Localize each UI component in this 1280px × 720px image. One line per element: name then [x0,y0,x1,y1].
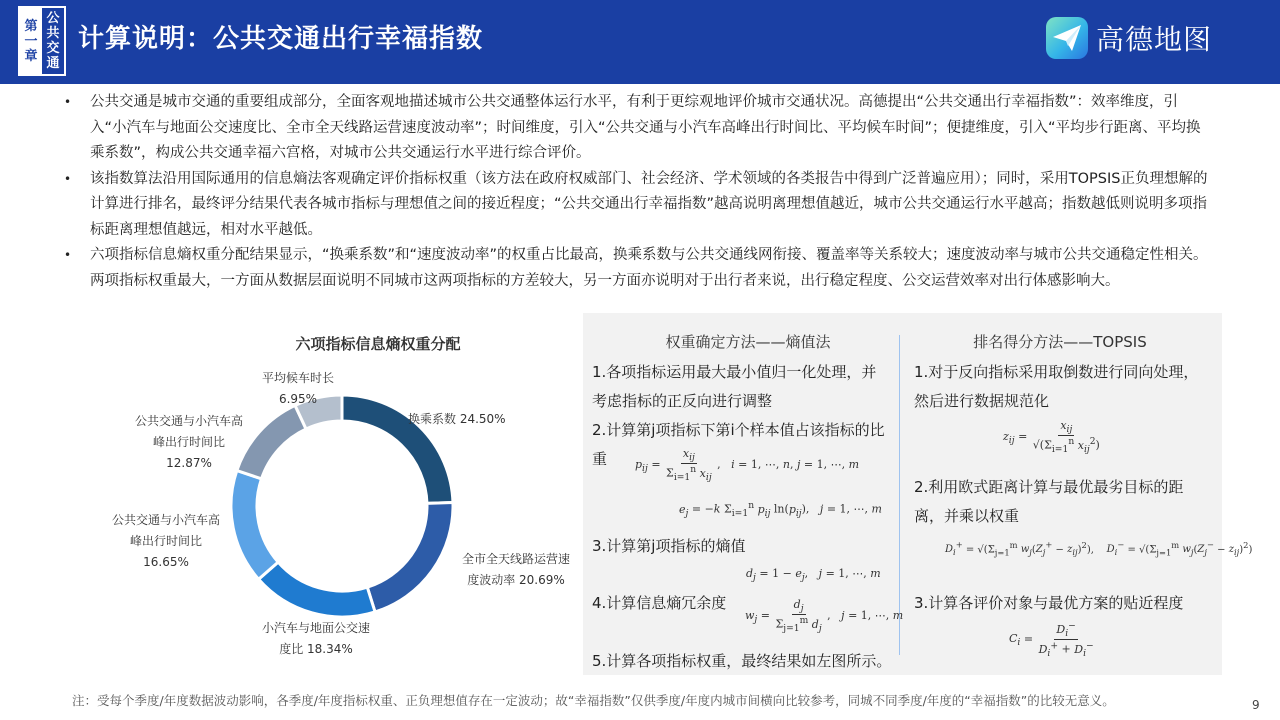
donut-slice-4 [237,405,306,478]
left-step: 5.计算各项指标权重，最终结果如左图所示。 [592,652,892,670]
methods-panel [583,313,1253,675]
header-bar [0,0,1280,84]
bullet-dot-icon: • [64,171,72,186]
donut-label-3 [112,510,220,573]
bullet-list [62,90,1212,294]
donut-label-line: 16.65% [143,555,189,569]
chapter-number: 第 一 章 [20,8,42,74]
right-column-title: 排名得分方法——TOPSIS [973,333,1147,351]
donut-label-line: 峰出行时间比 [130,534,203,548]
donut-slice-2 [259,562,375,617]
bullet-dot-icon: • [64,248,72,262]
donut-label-line: 小汽车与地面公交速 [262,621,371,635]
left-column-title: 权重确定方法——熵值法 [665,333,831,351]
formula-zij: $z_{ij}$ = $\frac{x_{ij}}{√(\Sigma_{i=1}^n x_{ij}^2)}$ [1003,419,1100,456]
page-number: 9 [1252,698,1260,712]
logo-text: 高德地图 [1096,23,1213,56]
donut-label-line: 6.95% [278,392,318,406]
donut-label-line: 平均候车时长 [262,371,335,385]
left-step: 考虑指标的正反向进行调整 [592,392,773,410]
bullet-item: • 公共交通是城市交通的重要组成部分，全面客观地描述城市公共交通整体运行水平，有利于更综观地评价城市交通状况。高德提出“公共交通出行幸福指数”：效率维度，引入“小汽车与地面公交速度比、全市全天线路运营速度波动率”；时间维度，引入“公共交通与小汽车高峰出行时间比、平均候车时间”；便捷维度，引入“平均步行距离、平均换乘系数”，构成公共交通幸福六宫格，对城市公共交通运行水平进行综合评价。 [62,90,1212,167]
right-step: 然后进行数据规范化 [914,392,1050,410]
donut-label-5 [262,368,334,410]
left-step: 3.计算第j项指标的熵值 [592,537,746,555]
logo [1046,17,1212,59]
footnote: 注：受每个季度/年度数据波动影响，各季度/年度指标权重、正负理想值存在一定波动；故“幸福指数”仅供季度/年度内城市间横向比较参考，同城不同季度/年度的“幸福指数”的比较无意义。 [72,693,1115,708]
formula-wj: $w_j$ = $\frac{d_j}{\Sigma_{j=1}^m d_j}$ , j = 1, ⋯, m [745,598,904,635]
page-title: 计算说明：公共交通出行幸福指数 [78,24,484,54]
bullet-item: • 六项指标信息熵权重分配结果显示，“换乘系数”和“速度波动率”的权重占比最高，换乘系数与公共交通线网衔接、覆盖率等关系较大；速度波动率与城市公共交通稳定性相关。两项指标权重最大，一方面从数据层面说明不同城市这两项指标的方差较大，另一方面亦说明对于出行者来说，出行稳定程度、公交运营效率对出行体感影响大。 [62,243,1212,294]
right-step: 1.对于反向指标采用取倒数进行同向处理， [914,363,1199,381]
right-step: 离，并乘以权重 [914,507,1020,525]
donut-label-1 [462,549,570,591]
formula-distance: $D_i^+ = √(\Sigma_{j=1}^m$ $w_j(Z_j^+ - z_{ij})^2$), $D_i^- = √(\Sigma_{j=1}^m$ $w_j(Z_j^- - z_{ij})^2$) [945,540,1253,558]
donut-label-line: 12.87% [166,456,212,470]
donut-label-4 [135,411,243,474]
donut-slice-3 [231,471,278,580]
donut-label-line: 换乘系数 24.50% [408,412,506,426]
formula-ej: $e_j = -k$ $\Sigma_{i=1}^n$ $p_{ij}$ $\ln(p_{ij})$, j = 1, ⋯, m [679,500,882,519]
donut-label-line: 公共交通与小汽车高 [112,513,221,527]
left-step: 4.计算信息熵冗余度 [592,594,727,612]
left-step: 1.各项指标运用最大最小值归一化处理，并 [592,363,877,381]
chapter-badge [18,6,66,76]
donut-label-line: 峰出行时间比 [153,435,226,449]
donut-label-line: 全市全天线路运营速 [462,552,571,566]
donut-label-2 [262,618,370,660]
right-step: 2.利用欧式距离计算与最优最劣目标的距 [914,478,1184,496]
donut-label-line: 公共交通与小汽车高 [135,414,244,428]
bullet-dot-icon: • [64,95,72,109]
formula-dj: $d_j = 1 - e_j$, j = 1, ⋯, m [746,567,881,584]
donut-label-0 [408,409,506,430]
right-step: 3.计算各评价对象与最优方案的贴近程度 [914,594,1184,612]
formula-ci: $C_i$ = $\frac{D_i^-}{D_i^+ + D_i^-}$ [1009,620,1094,659]
chart-title: 六项指标信息熵权重分配 [295,335,461,353]
left-step: 2.计算第j项指标下第i个样本值占该指标的比 [592,421,885,439]
chapter-name: 公 共 交 通 [46,11,60,71]
donut-slice-1 [367,503,453,612]
donut-label-line: 度波动率 20.69% [467,573,565,587]
donut-label-line: 度比 18.34% [279,642,353,656]
paper-plane-logo-icon [1046,17,1088,59]
bullet-item: • 该指数算法沿用国际通用的信息熵法客观确定评价指标权重（该方法在政府权威部门、社会经济、学术领域的各类报告中得到广泛普遍应用）；同时，采用TOPSIS正负理想解的计算进行排名，最终评分结果代表各城市指标与理想值之间的接近程度；“公共交通出行幸福指数”越高说明离理想值越近，城市公共交通运行水平越高；指数越低则说明多项指标距离理想值越远，相对水平越低。 [62,167,1212,244]
formula-pij: $p_{ij}$ = $\frac{x_{ij}}{\Sigma_{i=1}^n x_{ij}}$ , i = 1, ⋯, n, j = 1, ⋯, m [635,447,860,484]
left-step: 重 [592,450,608,468]
